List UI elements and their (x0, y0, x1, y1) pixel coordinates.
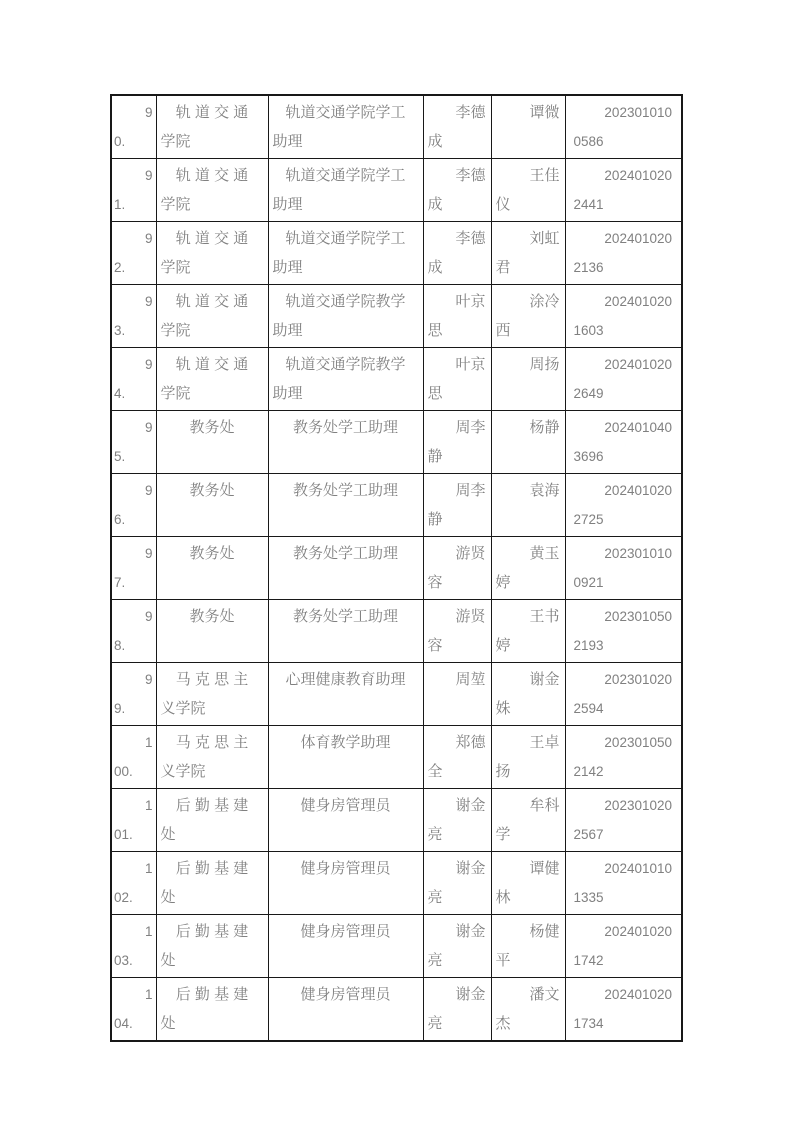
cell-line-2: 学院 (160, 322, 191, 339)
cell-line-2: 4. (114, 386, 126, 401)
cell-line-2: 姝 (495, 700, 511, 717)
cell-student-id (565, 600, 682, 663)
cell-line-1: 教务处学工助理 (292, 608, 398, 625)
cell-student-name (491, 915, 565, 978)
cell-line-2: 2136 (573, 260, 604, 275)
cell-line-1: 9 (144, 609, 153, 624)
cell-line-2: 成 (427, 196, 443, 213)
cell-line-1: 健身房管理员 (300, 986, 391, 1003)
cell-department (156, 411, 268, 474)
cell-position (268, 411, 423, 474)
cell-line-1: 杨健 (529, 923, 560, 940)
cell-line-2: 处 (160, 1015, 176, 1032)
table-row (111, 159, 682, 222)
cell-line-1: 9 (144, 357, 153, 372)
cell-line-2: 3. (114, 323, 126, 338)
cell-line-1: 郑德 (455, 734, 486, 751)
cell-line-2: 容 (427, 574, 443, 591)
cell-line-1: 教务处学工助理 (292, 545, 398, 562)
cell-department (156, 222, 268, 285)
cell-position (268, 95, 423, 159)
cell-line-2: 学院 (160, 385, 191, 402)
cell-line-2 (492, 127, 565, 156)
cell-position (268, 789, 423, 852)
cell-line-1: 袁海 (529, 482, 560, 499)
cell-row-number (111, 95, 156, 159)
cell-line-1: 202401020 (604, 987, 672, 1002)
cell-line-2: 成 (427, 133, 443, 150)
cell-line-2: 00. (114, 764, 133, 779)
cell-student-name (491, 978, 565, 1042)
cell-student-id (565, 663, 682, 726)
table-row (111, 474, 682, 537)
table-row (111, 915, 682, 978)
cell-supervisor-name (423, 789, 491, 852)
cell-student-name (491, 222, 565, 285)
cell-student-name (491, 663, 565, 726)
cell-line-1: 周堃 (455, 671, 486, 688)
table-row (111, 978, 682, 1042)
cell-line-2: 全 (427, 763, 443, 780)
cell-line-2 (269, 946, 423, 975)
table-row (111, 789, 682, 852)
cell-student-id (565, 852, 682, 915)
cell-line-2: 助理 (272, 133, 303, 150)
cell-line-2: 义学院 (160, 700, 206, 717)
table-row (111, 95, 682, 159)
cell-department (156, 474, 268, 537)
cell-line-2: 西 (495, 322, 511, 339)
cell-line-2: 助理 (272, 385, 303, 402)
cell-department (156, 978, 268, 1042)
table-row (111, 726, 682, 789)
cell-line-1: 轨 道 交 通 (175, 356, 249, 373)
table-row (111, 222, 682, 285)
cell-line-2 (157, 631, 268, 660)
cell-row-number (111, 159, 156, 222)
cell-position (268, 600, 423, 663)
cell-student-id (565, 915, 682, 978)
cell-line-1: 健身房管理员 (300, 860, 391, 877)
cell-line-1: 谢金 (529, 671, 560, 688)
cell-supervisor-name (423, 222, 491, 285)
cell-line-2: 2594 (573, 701, 604, 716)
cell-line-1: 周扬 (529, 356, 560, 373)
cell-line-1: 9 (144, 546, 153, 561)
cell-line-1: 202401020 (604, 294, 672, 309)
cell-supervisor-name (423, 600, 491, 663)
cell-line-1: 轨道交通学院学工 (285, 230, 406, 247)
cell-line-1: 后 勤 基 建 (175, 797, 249, 814)
cell-line-2: 成 (427, 259, 443, 276)
cell-line-2 (269, 442, 423, 471)
cell-line-1: 教务处 (189, 419, 235, 436)
cell-line-1: 轨 道 交 通 (175, 230, 249, 247)
cell-position (268, 474, 423, 537)
cell-student-name (491, 852, 565, 915)
cell-line-2: 2142 (573, 764, 604, 779)
cell-line-2: 亮 (427, 826, 443, 843)
cell-position (268, 159, 423, 222)
cell-line-1: 谢金 (455, 860, 486, 877)
cell-line-1: 涂冷 (529, 293, 560, 310)
cell-line-1: 教务处 (189, 482, 235, 499)
cell-line-2: 9. (114, 701, 126, 716)
cell-line-2: 林 (495, 889, 511, 906)
cell-line-1: 黄玉 (529, 545, 560, 562)
cell-row-number (111, 726, 156, 789)
cell-line-1: 游贤 (455, 608, 486, 625)
cell-line-2: 2725 (573, 512, 604, 527)
cell-line-2: 思 (427, 322, 443, 339)
cell-line-2: 婷 (495, 637, 511, 654)
cell-line-1: 后 勤 基 建 (175, 860, 249, 877)
cell-line-2: 8. (114, 638, 126, 653)
cell-line-2: 0. (114, 134, 126, 149)
cell-position (268, 915, 423, 978)
cell-line-2 (269, 568, 423, 597)
cell-line-2: 处 (160, 952, 176, 969)
cell-student-name (491, 474, 565, 537)
cell-position (268, 285, 423, 348)
cell-line-1: 轨道交通学院学工 (285, 167, 406, 184)
cell-line-2: 03. (114, 953, 133, 968)
cell-supervisor-name (423, 537, 491, 600)
cell-line-1: 杨静 (529, 419, 560, 436)
cell-line-1: 202301020 (604, 672, 672, 687)
cell-line-2 (269, 1009, 423, 1038)
cell-line-2: 1742 (573, 953, 604, 968)
cell-line-1: 轨道交通学院教学 (285, 356, 406, 373)
cell-line-1: 谢金 (455, 986, 486, 1003)
cell-department (156, 348, 268, 411)
cell-line-1: 教务处学工助理 (292, 419, 398, 436)
cell-row-number (111, 789, 156, 852)
cell-student-id (565, 978, 682, 1042)
cell-line-1: 周李 (455, 419, 486, 436)
cell-line-2: 2649 (573, 386, 604, 401)
cell-line-2: 亮 (427, 1015, 443, 1032)
cell-line-2: 亮 (427, 889, 443, 906)
cell-line-2: 学院 (160, 259, 191, 276)
cell-line-2: 处 (160, 826, 176, 843)
cell-department (156, 789, 268, 852)
cell-supervisor-name (423, 726, 491, 789)
cell-line-2: 1603 (573, 323, 604, 338)
cell-row-number (111, 474, 156, 537)
cell-line-1: 202401010 (604, 861, 672, 876)
cell-supervisor-name (423, 474, 491, 537)
cell-line-1: 李德 (455, 104, 486, 121)
cell-line-2: 杰 (495, 1015, 511, 1032)
cell-student-name (491, 537, 565, 600)
cell-line-2 (269, 505, 423, 534)
cell-department (156, 726, 268, 789)
cell-student-id (565, 537, 682, 600)
cell-line-1: 教务处学工助理 (292, 482, 398, 499)
cell-line-1: 后 勤 基 建 (175, 923, 249, 940)
cell-line-1: 202401020 (604, 924, 672, 939)
cell-student-name (491, 348, 565, 411)
cell-position (268, 663, 423, 726)
cell-line-2: 处 (160, 889, 176, 906)
cell-line-1: 健身房管理员 (300, 923, 391, 940)
cell-row-number (111, 663, 156, 726)
table-row (111, 411, 682, 474)
cell-line-2: 助理 (272, 322, 303, 339)
cell-line-1: 王卓 (529, 734, 560, 751)
cell-line-2 (492, 505, 565, 534)
table-row (111, 348, 682, 411)
cell-line-2: 2441 (573, 197, 604, 212)
cell-line-1: 健身房管理员 (300, 797, 391, 814)
cell-line-1: 1 (144, 861, 153, 876)
cell-line-1: 轨 道 交 通 (175, 167, 249, 184)
cell-supervisor-name (423, 663, 491, 726)
cell-supervisor-name (423, 95, 491, 159)
cell-position (268, 726, 423, 789)
cell-supervisor-name (423, 978, 491, 1042)
cell-line-2: 扬 (495, 763, 511, 780)
cell-position (268, 348, 423, 411)
cell-supervisor-name (423, 915, 491, 978)
cell-line-2: 1734 (573, 1016, 604, 1031)
cell-student-id (565, 411, 682, 474)
cell-line-1: 9 (144, 105, 153, 120)
cell-supervisor-name (423, 159, 491, 222)
cell-line-1: 202301010 (604, 105, 672, 120)
cell-line-1: 202401020 (604, 168, 672, 183)
cell-student-id (565, 474, 682, 537)
table-row (111, 600, 682, 663)
cell-line-1: 后 勤 基 建 (175, 986, 249, 1003)
cell-line-1: 心理健康教育助理 (285, 671, 406, 688)
cell-student-name (491, 411, 565, 474)
cell-row-number (111, 852, 156, 915)
cell-supervisor-name (423, 852, 491, 915)
cell-line-1: 202301020 (604, 798, 672, 813)
cell-student-id (565, 95, 682, 159)
cell-line-1: 202301010 (604, 546, 672, 561)
cell-line-2: 02. (114, 890, 133, 905)
cell-student-name (491, 159, 565, 222)
cell-line-2 (492, 379, 565, 408)
cell-student-id (565, 348, 682, 411)
cell-line-1: 1 (144, 924, 153, 939)
table-row (111, 663, 682, 726)
cell-line-2: 7. (114, 575, 126, 590)
cell-line-1: 叶京 (455, 293, 486, 310)
cell-line-1: 轨道交通学院学工 (285, 104, 406, 121)
cell-line-1: 9 (144, 420, 153, 435)
cell-line-1: 轨 道 交 通 (175, 104, 249, 121)
cell-position (268, 537, 423, 600)
cell-line-2: 平 (495, 952, 511, 969)
cell-line-1: 王佳 (529, 167, 560, 184)
cell-department (156, 95, 268, 159)
cell-line-1: 202301050 (604, 735, 672, 750)
cell-line-1: 谢金 (455, 797, 486, 814)
roster-table-body (111, 95, 682, 1041)
cell-line-2: 5. (114, 449, 126, 464)
cell-line-1: 9 (144, 294, 153, 309)
cell-line-2: 助理 (272, 196, 303, 213)
cell-line-1: 周李 (455, 482, 486, 499)
cell-line-2: 01. (114, 827, 133, 842)
cell-line-1: 谭健 (529, 860, 560, 877)
cell-supervisor-name (423, 411, 491, 474)
cell-line-1: 1 (144, 987, 153, 1002)
cell-line-1: 潘文 (529, 986, 560, 1003)
cell-row-number (111, 348, 156, 411)
cell-line-1: 教务处 (189, 608, 235, 625)
cell-line-1: 李德 (455, 167, 486, 184)
cell-line-2 (269, 694, 423, 723)
cell-line-1: 1 (144, 735, 153, 750)
cell-department (156, 537, 268, 600)
cell-line-2: 仪 (495, 196, 511, 213)
cell-student-name (491, 285, 565, 348)
cell-department (156, 159, 268, 222)
cell-line-2: 学院 (160, 196, 191, 213)
cell-row-number (111, 285, 156, 348)
cell-line-2 (269, 631, 423, 660)
cell-line-2: 0586 (573, 134, 604, 149)
cell-line-2: 君 (495, 259, 511, 276)
cell-department (156, 915, 268, 978)
cell-student-id (565, 789, 682, 852)
cell-line-2 (492, 442, 565, 471)
cell-line-1: 游贤 (455, 545, 486, 562)
cell-line-2: 0921 (573, 575, 604, 590)
cell-line-1: 马 克 思 主 (175, 734, 249, 751)
cell-line-2: 亮 (427, 952, 443, 969)
table-row (111, 852, 682, 915)
cell-line-2: 1335 (573, 890, 604, 905)
cell-student-id (565, 222, 682, 285)
cell-line-2 (269, 757, 423, 786)
cell-line-2: 2. (114, 260, 126, 275)
cell-line-1: 谢金 (455, 923, 486, 940)
cell-line-1: 202401020 (604, 483, 672, 498)
cell-row-number (111, 978, 156, 1042)
cell-line-1: 202401020 (604, 357, 672, 372)
cell-line-2: 04. (114, 1016, 133, 1031)
cell-student-name (491, 726, 565, 789)
cell-line-1: 李德 (455, 230, 486, 247)
cell-student-name (491, 600, 565, 663)
cell-line-2: 学院 (160, 133, 191, 150)
roster-table (110, 94, 683, 1042)
cell-line-1: 202401040 (604, 420, 672, 435)
cell-line-2: 静 (427, 511, 443, 528)
cell-line-2: 3696 (573, 449, 604, 464)
cell-line-2: 6. (114, 512, 126, 527)
cell-line-2: 思 (427, 385, 443, 402)
cell-line-2: 2567 (573, 827, 604, 842)
cell-line-1: 牟科 (529, 797, 560, 814)
table-row (111, 537, 682, 600)
cell-line-1: 轨 道 交 通 (175, 293, 249, 310)
cell-line-1: 王书 (529, 608, 560, 625)
cell-position (268, 978, 423, 1042)
cell-line-2 (269, 820, 423, 849)
cell-row-number (111, 600, 156, 663)
cell-position (268, 852, 423, 915)
cell-line-1: 202301050 (604, 609, 672, 624)
cell-row-number (111, 222, 156, 285)
cell-line-2 (157, 568, 268, 597)
cell-department (156, 285, 268, 348)
cell-line-2: 助理 (272, 259, 303, 276)
cell-line-1: 轨道交通学院教学 (285, 293, 406, 310)
cell-line-2: 学 (495, 826, 511, 843)
cell-line-1: 刘虹 (529, 230, 560, 247)
cell-line-2: 容 (427, 637, 443, 654)
cell-position (268, 222, 423, 285)
cell-line-2: 1. (114, 197, 126, 212)
cell-department (156, 663, 268, 726)
cell-line-1: 9 (144, 231, 153, 246)
cell-student-id (565, 726, 682, 789)
cell-line-2: 义学院 (160, 763, 206, 780)
cell-line-1: 教务处 (189, 545, 235, 562)
cell-supervisor-name (423, 348, 491, 411)
cell-department (156, 852, 268, 915)
cell-line-1: 马 克 思 主 (175, 671, 249, 688)
cell-line-1: 叶京 (455, 356, 486, 373)
cell-department (156, 600, 268, 663)
cell-student-id (565, 159, 682, 222)
cell-line-2 (157, 442, 268, 471)
cell-line-2: 婷 (495, 574, 511, 591)
cell-line-2: 2193 (573, 638, 604, 653)
cell-student-name (491, 789, 565, 852)
cell-line-1: 谭微 (529, 104, 560, 121)
cell-line-1: 1 (144, 798, 153, 813)
cell-line-2 (269, 883, 423, 912)
cell-line-1: 体育教学助理 (300, 734, 391, 751)
table-row (111, 285, 682, 348)
cell-row-number (111, 915, 156, 978)
cell-line-2 (157, 505, 268, 534)
cell-line-1: 9 (144, 483, 153, 498)
cell-row-number (111, 537, 156, 600)
cell-line-1: 9 (144, 672, 153, 687)
cell-student-name (491, 95, 565, 159)
cell-line-2 (424, 694, 491, 723)
cell-student-id (565, 285, 682, 348)
cell-supervisor-name (423, 285, 491, 348)
cell-line-1: 202401020 (604, 231, 672, 246)
cell-line-2: 静 (427, 448, 443, 465)
cell-row-number (111, 411, 156, 474)
cell-line-1: 9 (144, 168, 153, 183)
